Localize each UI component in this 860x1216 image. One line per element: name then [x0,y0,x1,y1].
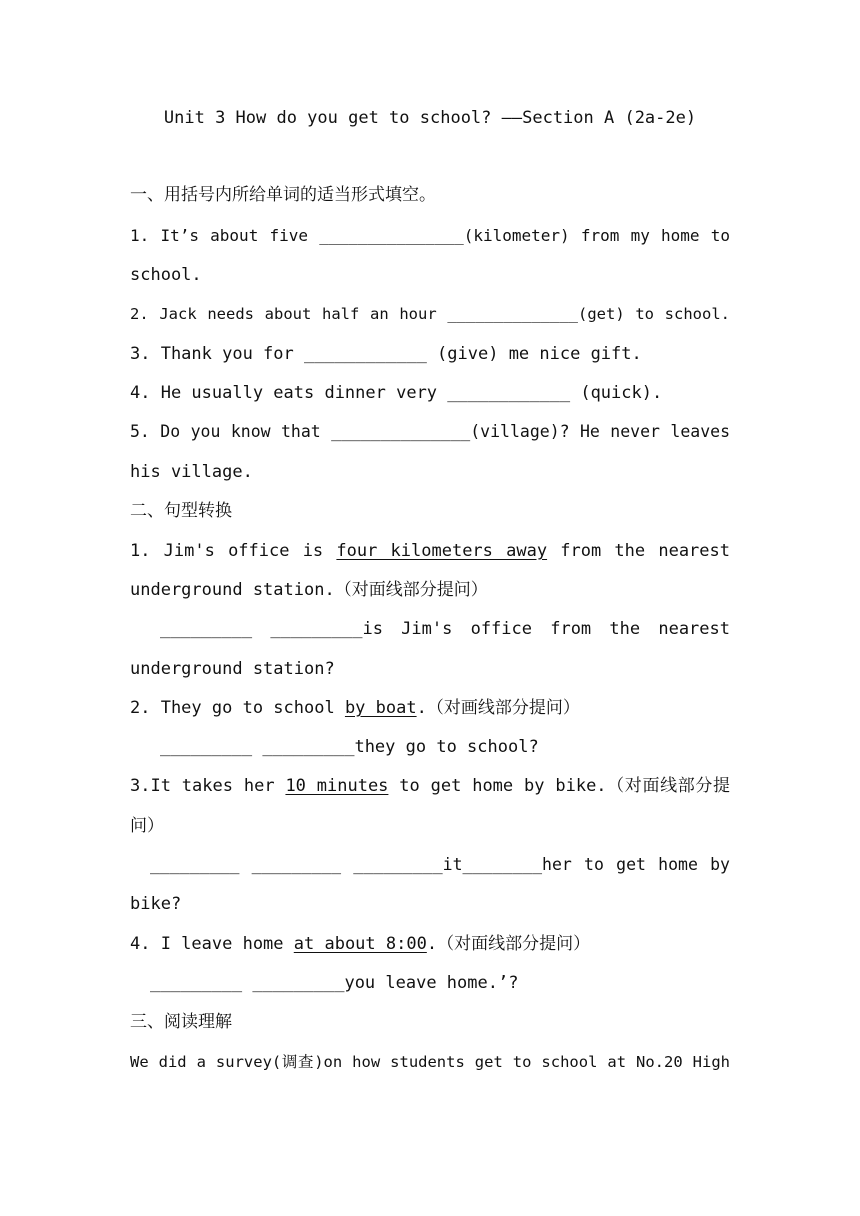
answer-line: _________ _________ _________it________her to get home by [150,855,730,874]
question-text: .（对面线部分提问） [426,934,591,954]
question-text: to get home by bike.（对面线部分提 [388,776,730,796]
answer-line: bike? [130,894,182,914]
exercise-line: 1. It’s about five _______________(kilometer) from my home to [130,226,730,245]
exercise-line: his village. [130,462,253,482]
section-3-heading: 三、阅读理解 [130,1012,232,1032]
section-2-heading: 二、句型转换 [130,501,232,521]
question-text: 1. Jim's office is [130,541,337,561]
exercise-line: school. [130,265,202,285]
question-text: 2. They go to school [130,698,345,718]
underlined-phrase: by boat [344,698,417,718]
question-4 [130,933,730,955]
exercise-line: 2. Jack needs about half an hour ______________(get) to school. [130,305,730,323]
underlined-phrase: 10 minutes [285,776,389,796]
exercise-line: 4. He usually eats dinner very ____________ (quick). [130,383,663,403]
answer-line: _________ _________they go to school? [160,737,539,757]
question-3 [130,775,730,797]
underlined-phrase: at about 8:00 [293,934,427,954]
underlined-phrase: four kilometers away [336,541,548,561]
question-line: underground station.（对面线部分提问） [130,580,488,600]
exercise-line: 3. Thank you for ____________ (give) me nice gift. [130,344,642,364]
question-text: 4. I leave home [130,934,294,954]
exercise-line: 5. Do you know that ______________(village)? He never leaves [130,422,730,441]
reading-text: We did a survey(调查)on how students get to school at No.20 High [130,1053,730,1071]
question-text: .（对画线部分提问） [416,698,580,718]
question-1 [130,540,730,562]
question-line: 问） [130,816,164,836]
question-2 [130,697,730,719]
question-text: from the nearest [547,541,730,561]
answer-line: _________ _________you leave home.’? [150,973,519,993]
worksheet-title: Unit 3 How do you get to school? ——Section A (2a-2e) [163,108,697,128]
section-1-heading: 一、用括号内所给单词的适当形式填空。 [130,185,436,205]
answer-line: _________ _________is Jim's office from the nearest [160,619,730,639]
question-text: 3.It takes her [130,776,286,796]
answer-line: underground station? [130,659,335,679]
